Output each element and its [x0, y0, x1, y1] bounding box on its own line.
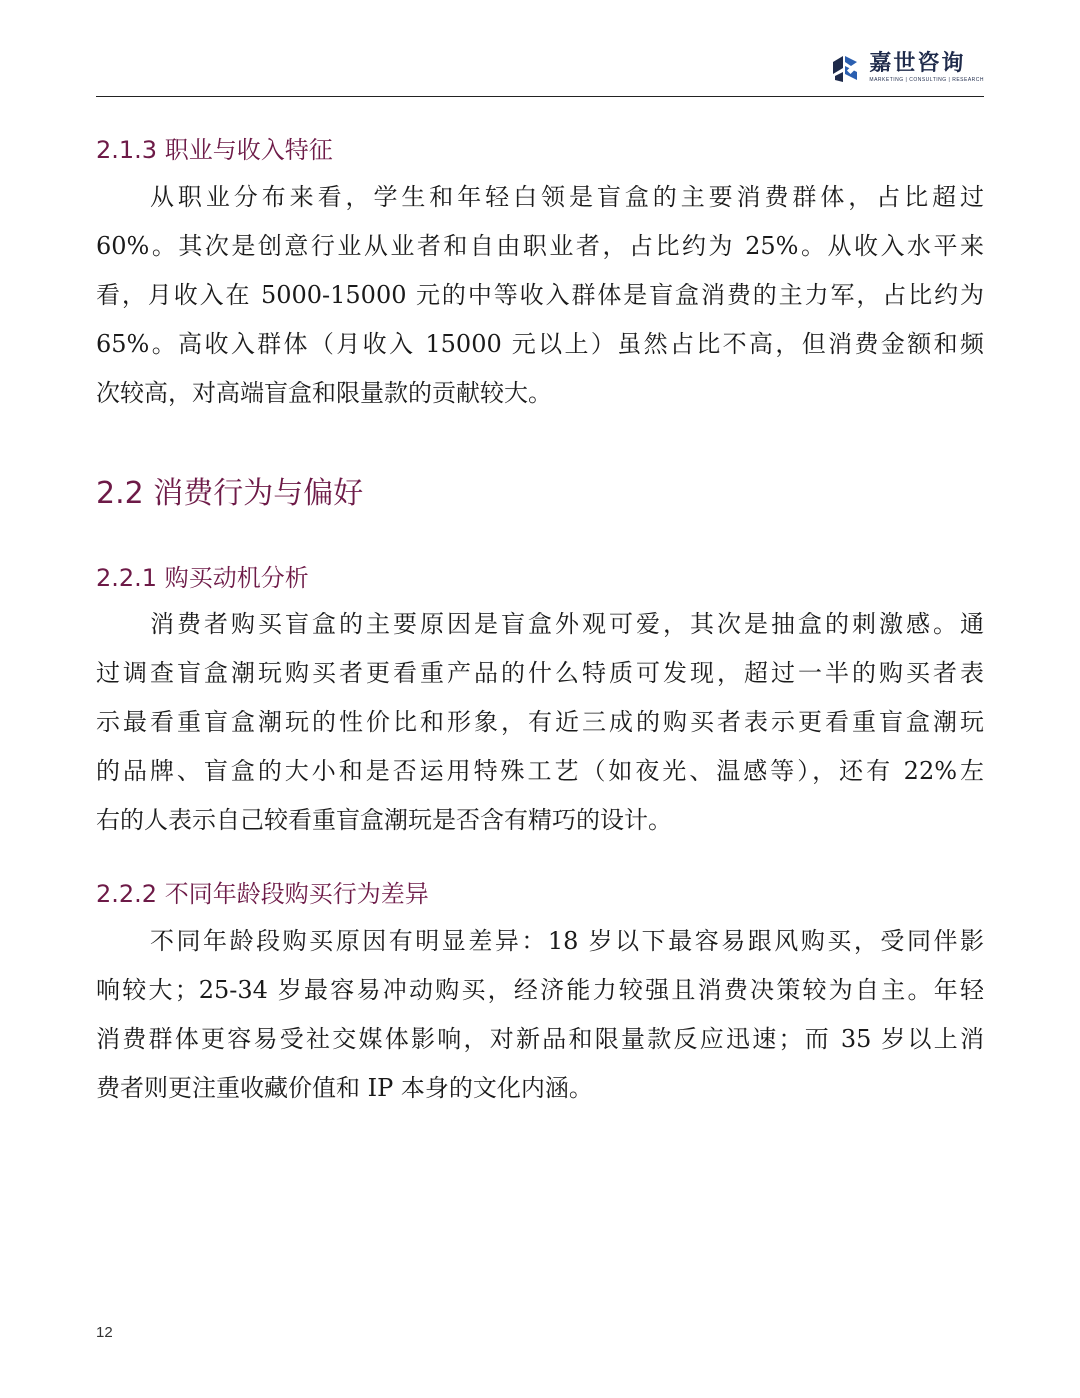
logo-text: [869, 52, 984, 84]
section-heading-2-1-3: 2.1.3 职业与收入特征: [96, 136, 333, 164]
paragraph-line: 费者则更注重收藏价值和 IP 本身的文化内涵。: [96, 1074, 593, 1102]
paragraph-line: 60%。其次是创意行业从业者和自由职业者，占比约为 25%。从收入水平来: [96, 232, 984, 260]
paragraph-occupation-income: [96, 173, 984, 418]
paragraph-line: 看，月收入在 5000-15000 元的中等收入群体是盲盒消费的主力军，占比约为: [96, 281, 984, 309]
section-heading-2-2-1: 2.2.1 购买动机分析: [96, 564, 309, 592]
paragraph-line: 响较大；25-34 岁最容易冲动购买，经济能力较强且消费决策较为自主。年轻: [96, 976, 984, 1004]
section-heading-2-2: 2.2 消费行为与偏好: [96, 476, 364, 511]
section-heading-2-2-2: 2.2.2 不同年龄段购买行为差异: [96, 880, 429, 908]
company-logo: [829, 48, 984, 88]
page-header: [96, 40, 984, 97]
paragraph-line: 次较高，对高端盲盒和限量款的贡献较大。: [96, 379, 552, 407]
logo-name: 嘉世咨询: [869, 51, 966, 76]
paragraph-line: 从职业分布来看，学生和年轻白领是盲盒的主要消费群体，占比超过: [150, 183, 984, 211]
paragraph-line: 示最看重盲盒潮玩的性价比和形象，有近三成的购买者表示更看重盲盒潮玩: [96, 708, 984, 736]
paragraph-line: 的品牌、盲盒的大小和是否运用特殊工艺（如夜光、温感等），还有 22%左: [96, 757, 984, 785]
logo-mark-icon: [829, 52, 861, 84]
paragraph-line: 65%。高收入群体（月收入 15000 元以上）虽然占比不高，但消费金额和频: [96, 330, 984, 358]
paragraph-line: 消费者购买盲盒的主要原因是盲盒外观可爱，其次是抽盒的刺激感。通: [150, 610, 984, 638]
logo-tagline: MARKETING | CONSULTING | RESEARCH: [869, 77, 984, 83]
paragraph-line: 右的人表示自己较看重盲盒潮玩是否含有精巧的设计。: [96, 806, 672, 834]
paragraph-age-differences: [96, 917, 984, 1113]
paragraph-line: 不同年龄段购买原因有明显差异：18 岁以下最容易跟风购买，受同伴影: [150, 927, 984, 955]
paragraph-line: 过调查盲盒潮玩购买者更看重产品的什么特质可发现，超过一半的购买者表: [96, 659, 984, 687]
paragraph-purchase-motivation: [96, 600, 984, 845]
page-number: 12: [96, 1324, 113, 1341]
paragraph-line: 消费群体更容易受社交媒体影响，对新品和限量款反应迅速；而 35 岁以上消: [96, 1025, 984, 1053]
